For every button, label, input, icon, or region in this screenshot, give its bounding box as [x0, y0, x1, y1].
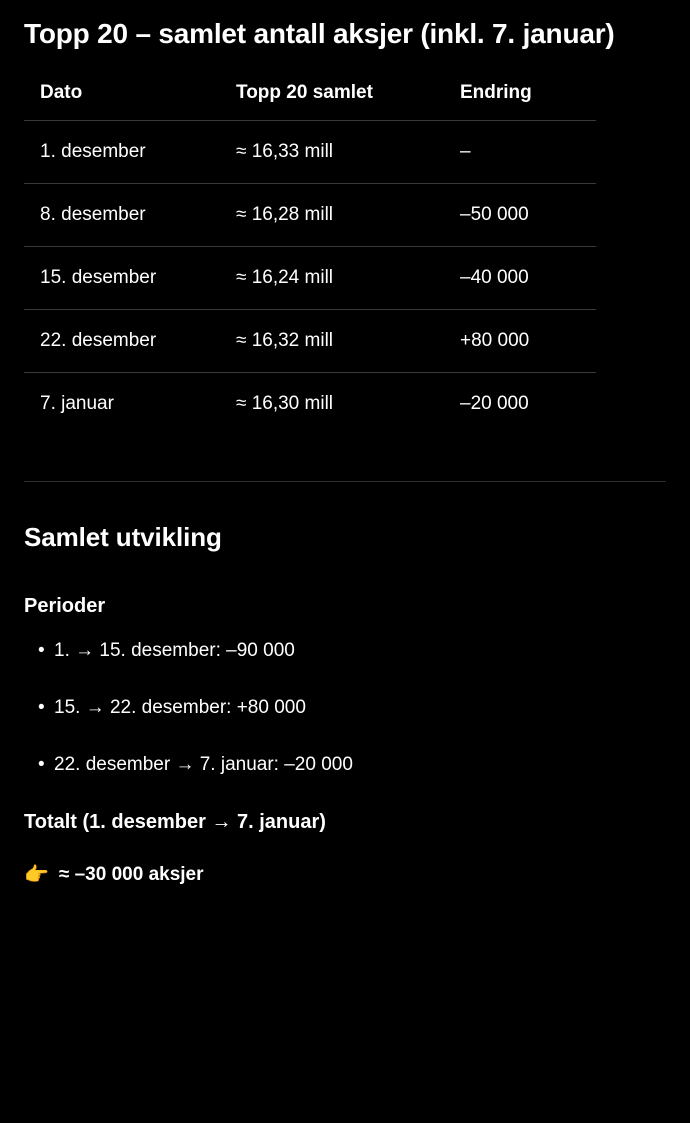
cell-endring: – — [460, 121, 596, 184]
cell-topp20-samlet: ≈ 16,33 mill — [236, 121, 460, 184]
table-row — [24, 310, 596, 373]
table-row — [24, 184, 596, 247]
cell-topp20-samlet: ≈ 16,32 mill — [236, 310, 460, 373]
table-row — [24, 373, 596, 436]
period-list — [24, 640, 666, 776]
cell-topp20-samlet: ≈ 16,28 mill — [236, 184, 460, 247]
cell-dato: 15. desember — [24, 247, 236, 310]
page-title: Topp 20 – samlet antall aksjer (inkl. 7. januar) — [24, 18, 615, 49]
shares-summary-table — [24, 82, 596, 435]
subheading-perioder: Perioder — [24, 595, 106, 618]
list-item: • 1. → 15. desember: –90 000 — [24, 640, 666, 663]
column-header-endring: Endring — [460, 82, 596, 121]
cell-topp20-samlet: ≈ 16,30 mill — [236, 393, 334, 415]
table-header-row — [24, 82, 596, 121]
column-header-topp20-samlet: Topp 20 samlet — [236, 82, 460, 121]
total-value: ≈ –30 000 aksjer — [58, 863, 204, 885]
cell-endring: –40 000 — [460, 247, 596, 310]
table-row — [24, 121, 596, 184]
cell-dato: 22. desember — [24, 310, 236, 373]
cell-dato: 1. desember — [24, 121, 236, 184]
pointing-hand-icon: 👉 — [24, 863, 49, 886]
total-summary — [24, 864, 666, 886]
cell-topp20-samlet: ≈ 16,24 mill — [236, 247, 460, 310]
column-header-dato: Dato — [24, 82, 236, 121]
section-divider — [24, 481, 666, 482]
table-head — [24, 82, 596, 121]
section-heading: Samlet utvikling — [24, 522, 222, 553]
list-item: • 22. desember → 7. januar: –20 000 — [24, 754, 666, 777]
cell-endring: –50 000 — [460, 184, 596, 247]
cell-dato: 7. januar — [40, 393, 114, 415]
table-row — [24, 247, 596, 310]
cell-endring: +80 000 — [460, 310, 596, 373]
cell-dato: 8. desember — [24, 184, 236, 247]
table-body — [24, 121, 596, 436]
subheading-totalt: Totalt (1. desember → 7. januar) — [24, 810, 326, 833]
list-item: • 15. → 22. desember: +80 000 — [24, 697, 666, 720]
cell-endring: –20 000 — [460, 393, 529, 415]
